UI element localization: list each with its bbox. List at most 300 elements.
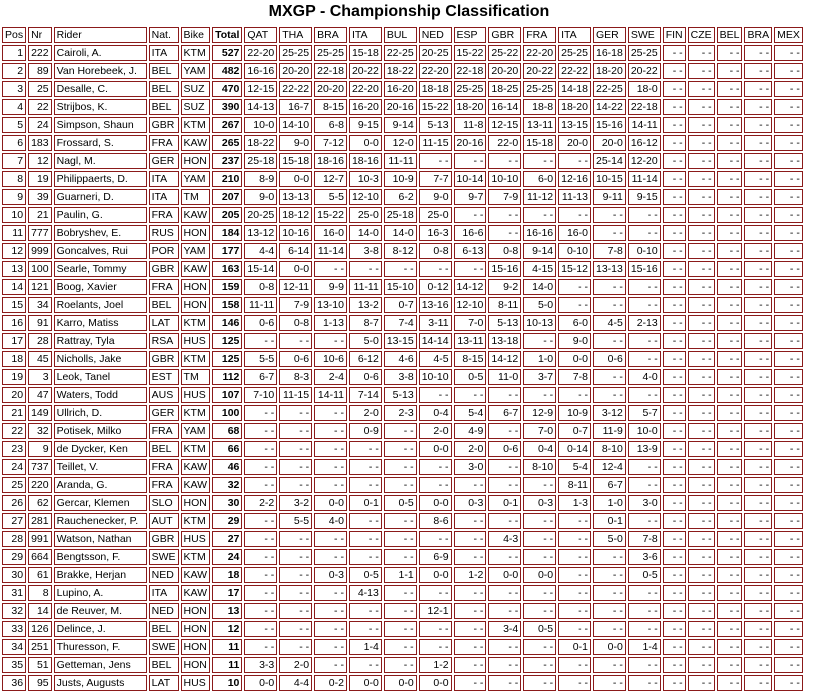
table-cell: 0-8 — [244, 279, 277, 295]
table-cell: 26 — [2, 495, 26, 511]
table-cell: - - — [717, 639, 743, 655]
table-cell: 0-6 — [488, 441, 521, 457]
table-cell: 34 — [28, 297, 52, 313]
table-cell: 18-16 — [349, 153, 382, 169]
table-cell: - - — [717, 153, 743, 169]
table-row — [2, 135, 803, 151]
table-cell: - - — [663, 171, 686, 187]
table-cell: 9-7 — [454, 189, 487, 205]
table-cell: - - — [744, 135, 772, 151]
table-cell: 0-14 — [558, 441, 591, 457]
table-cell: - - — [419, 459, 452, 475]
table-cell: 12 — [2, 243, 26, 259]
table-cell: - - — [717, 441, 743, 457]
table-cell: - - — [523, 675, 556, 691]
table-cell: 16-0 — [558, 225, 591, 241]
table-cell: - - — [774, 513, 803, 529]
table-cell: KAW — [181, 261, 211, 277]
table-cell: - - — [744, 441, 772, 457]
table-cell: - - — [628, 621, 661, 637]
table-cell: - - — [488, 153, 521, 169]
table-cell: 68 — [212, 423, 242, 439]
table-cell: 16-18 — [593, 45, 626, 61]
table-cell: ITA — [149, 171, 179, 187]
table-cell: - - — [279, 549, 312, 565]
table-cell: 1-2 — [454, 567, 487, 583]
table-cell: 15-16 — [488, 261, 521, 277]
table-cell: 20-20 — [488, 63, 521, 79]
table-cell: 3-7 — [523, 369, 556, 385]
table-cell: - - — [688, 153, 715, 169]
table-cell: 7 — [2, 153, 26, 169]
table-cell: 10 — [212, 675, 242, 691]
table-cell: 6-7 — [488, 405, 521, 421]
table-cell: 22-22 — [279, 81, 312, 97]
table-cell: 33 — [2, 621, 26, 637]
table-cell: 737 — [28, 459, 52, 475]
table-cell: 12-11 — [279, 279, 312, 295]
table-cell: - - — [488, 585, 521, 601]
table-cell: 11-15 — [419, 135, 452, 151]
table-cell: - - — [744, 63, 772, 79]
table-cell: - - — [523, 153, 556, 169]
table-cell: 6-9 — [419, 549, 452, 565]
table-cell: HON — [181, 153, 211, 169]
table-cell: - - — [717, 117, 743, 133]
table-cell: 7-4 — [384, 315, 417, 331]
table-cell: - - — [744, 495, 772, 511]
table-cell: - - — [717, 585, 743, 601]
table-cell: 66 — [212, 441, 242, 457]
table-cell: Van Horebeek, J. — [54, 63, 147, 79]
table-cell: - - — [688, 675, 715, 691]
table-row — [2, 657, 803, 673]
table-cell: - - — [717, 297, 743, 313]
table-row — [2, 189, 803, 205]
table-cell: KTM — [181, 45, 211, 61]
table-cell: - - — [384, 531, 417, 547]
table-cell: 11-14 — [628, 171, 661, 187]
table-cell: - - — [717, 621, 743, 637]
table-cell: KAW — [181, 477, 211, 493]
table-cell: 12 — [28, 153, 52, 169]
table-cell: - - — [688, 441, 715, 457]
table-cell: 47 — [28, 387, 52, 403]
table-cell: 777 — [28, 225, 52, 241]
table-cell: 8 — [2, 171, 26, 187]
table-cell: 95 — [28, 675, 52, 691]
table-cell: 267 — [212, 117, 242, 133]
table-cell: Aranda, G. — [54, 477, 147, 493]
column-header: BRA — [744, 27, 772, 43]
table-cell: FRA — [149, 423, 179, 439]
table-cell: - - — [488, 549, 521, 565]
table-cell: KTM — [181, 549, 211, 565]
table-cell: 30 — [2, 567, 26, 583]
table-cell: - - — [663, 243, 686, 259]
table-cell: 13-2 — [349, 297, 382, 313]
table-cell: - - — [717, 171, 743, 187]
table-cell: LAT — [149, 315, 179, 331]
table-cell: - - — [663, 297, 686, 313]
table-cell: 10-9 — [384, 171, 417, 187]
table-cell: - - — [384, 441, 417, 457]
table-cell: 0-12 — [419, 279, 452, 295]
table-cell: - - — [688, 423, 715, 439]
table-cell: - - — [279, 531, 312, 547]
table-cell: - - — [558, 549, 591, 565]
table-cell: 2-0 — [454, 441, 487, 457]
table-cell: - - — [688, 621, 715, 637]
table-cell: - - — [774, 45, 803, 61]
table-cell: - - — [744, 603, 772, 619]
table-cell: - - — [419, 153, 452, 169]
table-cell: - - — [558, 513, 591, 529]
table-cell: KTM — [181, 441, 211, 457]
table-cell: - - — [349, 657, 382, 673]
table-cell: 0-8 — [279, 315, 312, 331]
table-cell: Desalle, C. — [54, 81, 147, 97]
table-cell: - - — [244, 441, 277, 457]
table-cell: 4-5 — [419, 351, 452, 367]
table-cell: 0-7 — [384, 297, 417, 313]
table-cell: 0-5 — [454, 369, 487, 385]
table-cell: 14-11 — [628, 117, 661, 133]
table-cell: 482 — [212, 63, 242, 79]
table-cell: GBR — [149, 261, 179, 277]
table-cell: 6-7 — [593, 477, 626, 493]
table-cell: - - — [774, 117, 803, 133]
table-cell: - - — [663, 153, 686, 169]
table-cell: - - — [688, 117, 715, 133]
table-cell: 11-15 — [279, 387, 312, 403]
table-cell: 3-0 — [454, 459, 487, 475]
table-row — [2, 117, 803, 133]
table-cell: Gercar, Klemen — [54, 495, 147, 511]
table-cell: - - — [774, 261, 803, 277]
table-row — [2, 315, 803, 331]
table-cell: 6 — [2, 135, 26, 151]
table-cell: 16-12 — [628, 135, 661, 151]
table-cell: 21 — [28, 207, 52, 223]
table-cell: 28 — [2, 531, 26, 547]
table-cell: - - — [314, 423, 347, 439]
table-cell: 3-4 — [488, 621, 521, 637]
table-cell: 6-7 — [244, 369, 277, 385]
table-cell: 25-0 — [419, 207, 452, 223]
table-cell: RUS — [149, 225, 179, 241]
table-cell: - - — [314, 405, 347, 421]
table-cell: 0-3 — [314, 567, 347, 583]
table-cell: - - — [244, 531, 277, 547]
table-cell: 2-3 — [384, 405, 417, 421]
table-cell: 112 — [212, 369, 242, 385]
table-cell: 3-12 — [593, 405, 626, 421]
table-cell: Nicholls, Jake — [54, 351, 147, 367]
column-header: FRA — [523, 27, 556, 43]
table-cell: 0-2 — [314, 675, 347, 691]
table-cell: 5-5 — [244, 351, 277, 367]
table-cell: 11-0 — [488, 369, 521, 385]
table-cell: - - — [688, 135, 715, 151]
table-cell: - - — [744, 45, 772, 61]
table-cell: - - — [454, 207, 487, 223]
table-cell: - - — [454, 621, 487, 637]
table-cell: 12-0 — [384, 135, 417, 151]
table-cell: - - — [717, 261, 743, 277]
table-cell: 222 — [28, 45, 52, 61]
table-cell: NED — [149, 567, 179, 583]
table-cell: 11-9 — [593, 423, 626, 439]
table-row — [2, 171, 803, 187]
table-cell: Cairoli, A. — [54, 45, 147, 61]
table-cell: - - — [663, 657, 686, 673]
table-cell: 3-11 — [419, 315, 452, 331]
table-cell: 0-4 — [523, 441, 556, 457]
table-cell: 29 — [2, 549, 26, 565]
table-cell: - - — [744, 405, 772, 421]
table-cell: 0-0 — [279, 261, 312, 277]
table-cell: Ullrich, D. — [54, 405, 147, 421]
table-cell: - - — [349, 603, 382, 619]
table-cell: 8-7 — [349, 315, 382, 331]
table-cell: - - — [774, 531, 803, 547]
column-header: NED — [419, 27, 452, 43]
table-cell: 3 — [28, 369, 52, 385]
table-cell: - - — [688, 171, 715, 187]
table-cell: 2-2 — [244, 495, 277, 511]
table-row — [2, 423, 803, 439]
table-cell: 2-13 — [628, 315, 661, 331]
table-cell: 7-9 — [488, 189, 521, 205]
table-cell: 15-22 — [454, 45, 487, 61]
table-cell: - - — [717, 369, 743, 385]
table-cell: 13 — [212, 603, 242, 619]
table-cell: 12-10 — [454, 297, 487, 313]
table-cell: 1 — [2, 45, 26, 61]
table-cell: 8-6 — [419, 513, 452, 529]
table-cell: 177 — [212, 243, 242, 259]
table-cell: 11-11 — [349, 279, 382, 295]
column-header: Nat. — [149, 27, 179, 43]
table-cell: 3-6 — [628, 549, 661, 565]
table-cell: 0-1 — [488, 495, 521, 511]
table-cell: AUS — [149, 387, 179, 403]
table-cell: - - — [717, 351, 743, 367]
table-cell: 22-20 — [244, 45, 277, 61]
table-cell: 0-0 — [419, 441, 452, 457]
table-cell: 15-18 — [349, 45, 382, 61]
table-cell: - - — [774, 369, 803, 385]
table-cell: 18-8 — [523, 99, 556, 115]
table-cell: - - — [717, 567, 743, 583]
table-cell: - - — [279, 459, 312, 475]
table-cell: 22-18 — [454, 63, 487, 79]
table-cell: - - — [279, 567, 312, 583]
table-cell: - - — [717, 207, 743, 223]
table-cell: 12-20 — [628, 153, 661, 169]
table-cell: 9-15 — [349, 117, 382, 133]
table-cell: - - — [744, 333, 772, 349]
table-cell: FRA — [149, 477, 179, 493]
table-cell: BEL — [149, 81, 179, 97]
table-cell: 22 — [2, 423, 26, 439]
table-cell: - - — [663, 567, 686, 583]
table-cell: Searle, Tommy — [54, 261, 147, 277]
table-cell: - - — [628, 225, 661, 241]
table-cell: - - — [717, 243, 743, 259]
column-header: Bike — [181, 27, 211, 43]
table-cell: 0-6 — [593, 351, 626, 367]
table-cell: - - — [523, 207, 556, 223]
table-cell: - - — [717, 315, 743, 331]
table-cell: 15-12 — [558, 261, 591, 277]
table-cell: 23 — [2, 441, 26, 457]
table-cell: 22-20 — [523, 45, 556, 61]
table-cell: 9-14 — [523, 243, 556, 259]
column-header: Total — [212, 27, 242, 43]
table-cell: - - — [593, 603, 626, 619]
table-cell: ITA — [149, 45, 179, 61]
table-cell: - - — [384, 657, 417, 673]
table-cell: - - — [628, 477, 661, 493]
table-cell: - - — [774, 621, 803, 637]
table-cell: - - — [717, 675, 743, 691]
table-cell: 3-2 — [279, 495, 312, 511]
table-cell: - - — [523, 387, 556, 403]
table-cell: 527 — [212, 45, 242, 61]
table-cell: - - — [744, 189, 772, 205]
table-cell: - - — [314, 441, 347, 457]
table-cell: Brakke, Herjan — [54, 567, 147, 583]
table-cell: - - — [774, 549, 803, 565]
table-cell: - - — [384, 639, 417, 655]
table-cell: 20-22 — [628, 63, 661, 79]
table-cell: 1-13 — [314, 315, 347, 331]
table-cell: 25-25 — [279, 45, 312, 61]
table-cell: SUZ — [181, 99, 211, 115]
table-cell: - - — [774, 81, 803, 97]
table-cell: - - — [774, 639, 803, 655]
table-cell: - - — [663, 441, 686, 457]
table-cell: 0-1 — [558, 639, 591, 655]
table-row — [2, 369, 803, 385]
table-cell: 0-0 — [419, 675, 452, 691]
table-cell: - - — [663, 603, 686, 619]
table-cell: Waters, Todd — [54, 387, 147, 403]
table-cell: - - — [774, 279, 803, 295]
table-cell: 18-16 — [314, 153, 347, 169]
table-cell: 13-9 — [628, 441, 661, 457]
table-cell: 15-18 — [279, 153, 312, 169]
table-cell: 18-20 — [593, 63, 626, 79]
table-cell: - - — [717, 63, 743, 79]
table-cell: 9-0 — [558, 333, 591, 349]
table-cell: Justs, Augusts — [54, 675, 147, 691]
table-cell: 20-22 — [523, 63, 556, 79]
table-cell: - - — [628, 297, 661, 313]
table-cell: Philippaerts, D. — [54, 171, 147, 187]
table-cell: 14-11 — [314, 387, 347, 403]
table-cell: 4-6 — [384, 351, 417, 367]
table-cell: 2-0 — [349, 405, 382, 421]
table-cell: 0-5 — [523, 621, 556, 637]
table-cell: 25-25 — [454, 81, 487, 97]
table-cell: - - — [454, 639, 487, 655]
table-cell: 4-0 — [314, 513, 347, 529]
classification-table — [0, 25, 805, 693]
table-cell: - - — [488, 459, 521, 475]
table-cell: 25-18 — [384, 207, 417, 223]
table-cell: - - — [663, 387, 686, 403]
table-cell: 0-6 — [349, 369, 382, 385]
table-cell: - - — [454, 477, 487, 493]
table-row — [2, 405, 803, 421]
table-cell: SWE — [149, 639, 179, 655]
table-cell: - - — [717, 387, 743, 403]
table-cell: 5-13 — [419, 117, 452, 133]
table-cell: 10-3 — [349, 171, 382, 187]
table-cell: - - — [744, 423, 772, 439]
table-cell: - - — [688, 315, 715, 331]
table-cell: 7-7 — [419, 171, 452, 187]
table-cell: 10 — [2, 207, 26, 223]
table-cell: YAM — [181, 63, 211, 79]
table-cell: - - — [744, 99, 772, 115]
table-cell: - - — [688, 477, 715, 493]
table-cell: 20-20 — [279, 63, 312, 79]
table-cell: 13-15 — [558, 117, 591, 133]
table-cell: FRA — [149, 459, 179, 475]
table-cell: 0-8 — [488, 243, 521, 259]
table-cell: - - — [774, 603, 803, 619]
table-cell: - - — [593, 585, 626, 601]
table-cell: 7-14 — [349, 387, 382, 403]
column-header: ITA — [349, 27, 382, 43]
table-cell: - - — [244, 477, 277, 493]
table-cell: - - — [744, 297, 772, 313]
table-cell: - - — [314, 585, 347, 601]
table-cell: - - — [663, 405, 686, 421]
table-cell: 3-3 — [244, 657, 277, 673]
table-cell: FRA — [149, 135, 179, 151]
table-cell: 149 — [28, 405, 52, 421]
table-cell: - - — [663, 63, 686, 79]
table-cell: - - — [744, 279, 772, 295]
table-cell: - - — [628, 279, 661, 295]
table-cell: - - — [593, 279, 626, 295]
table-cell: 14-0 — [384, 225, 417, 241]
table-cell: Strijbos, K. — [54, 99, 147, 115]
table-cell: 25-14 — [593, 153, 626, 169]
column-header: SWE — [628, 27, 661, 43]
table-cell: 20-16 — [384, 99, 417, 115]
table-cell: 32 — [2, 603, 26, 619]
table-cell: - - — [523, 549, 556, 565]
table-cell: 5-5 — [314, 189, 347, 205]
table-cell: 5-13 — [384, 387, 417, 403]
table-cell: 36 — [2, 675, 26, 691]
table-cell: - - — [593, 621, 626, 637]
table-cell: 16-7 — [279, 99, 312, 115]
table-cell: 8-9 — [244, 171, 277, 187]
table-cell: 2-0 — [419, 423, 452, 439]
table-cell: 0-0 — [314, 495, 347, 511]
table-cell: - - — [279, 441, 312, 457]
table-cell: 1-1 — [384, 567, 417, 583]
table-cell: - - — [663, 333, 686, 349]
table-cell: 13-11 — [454, 333, 487, 349]
